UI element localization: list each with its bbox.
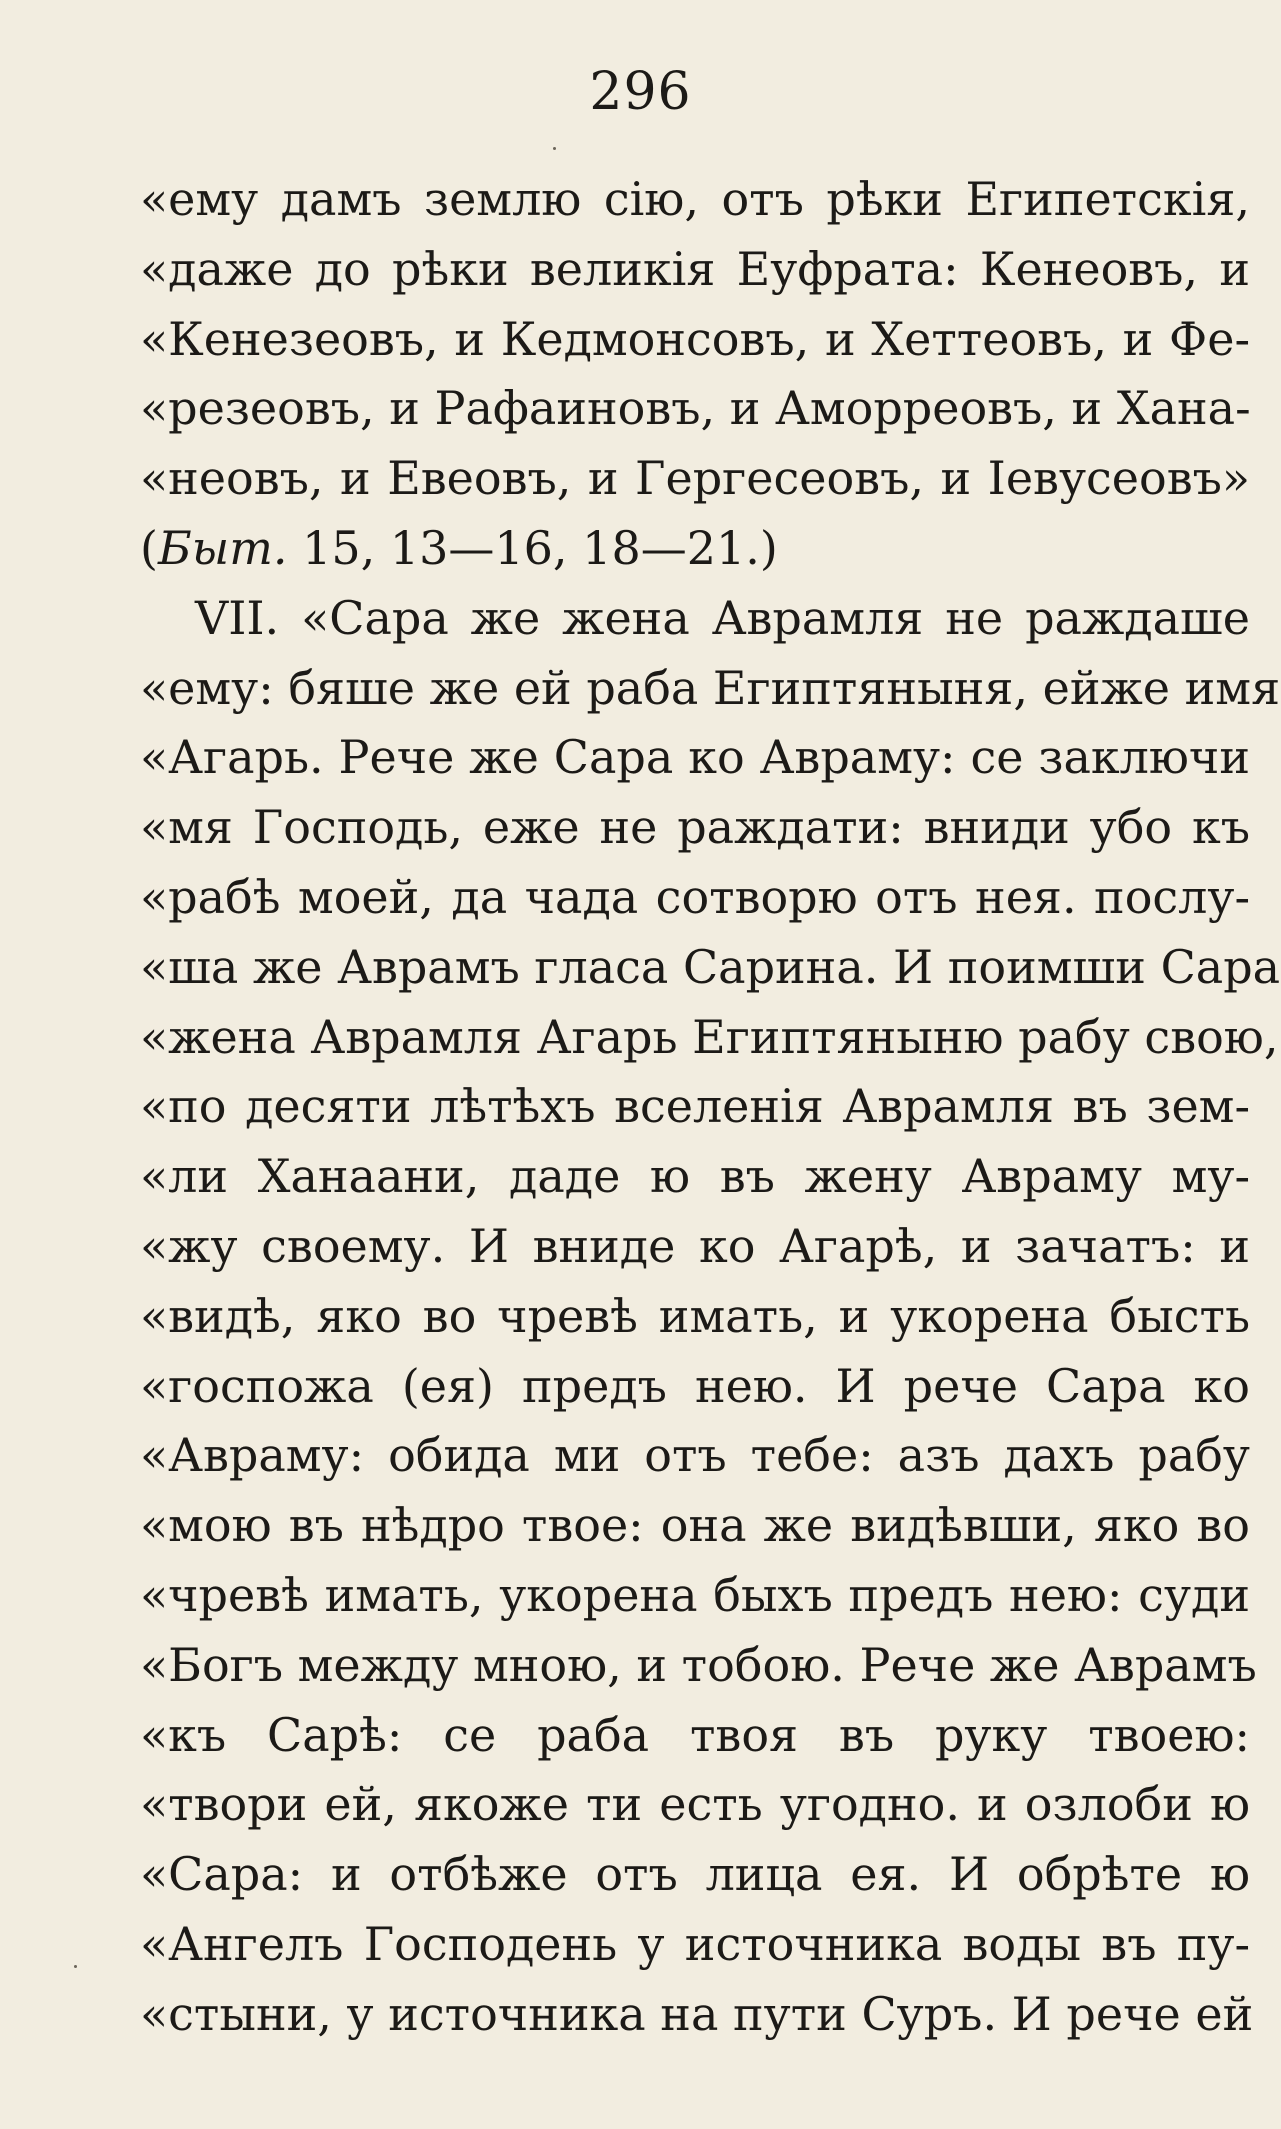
text-line: «къ Сарѣ: се раба твоя въ руку твоею:: [140, 1707, 1250, 1762]
paper-speck: [74, 1965, 77, 1968]
text-line: «видѣ, яко во чревѣ имать, и укорена бысть: [140, 1288, 1250, 1343]
page-body-text: [140, 165, 1281, 2050]
text-line: «мою въ нѣдро твое: она же видѣвши, яко во: [140, 1498, 1250, 1553]
text-line: «даже до рѣки великія Еуфрата: Кенеовъ, и: [140, 241, 1250, 296]
text-line: «ему: бяше же ей раба Египтяныня, ейже имя: [140, 660, 1281, 715]
text-line: «неовъ, и Евеовъ, и Гергесеовъ, и Іевусеовъ»: [140, 451, 1250, 506]
text-line: «резеовъ, и Рафаиновъ, и Аморреовъ, и Хана-: [140, 381, 1251, 436]
text-line: «рабѣ моей, да чада сотворю отъ нея. послу-: [140, 869, 1250, 924]
text-line: «Авраму: обида ми отъ тебе: азъ дахъ рабу: [140, 1428, 1250, 1483]
text-line: «ша же Аврамъ гласа Сарина. И поимши Сара: [140, 939, 1281, 994]
text-line: «стыни, у источника на пути Суръ. И рече ей: [140, 1986, 1254, 2041]
paper-speck: [553, 147, 556, 150]
citation-refs: 15, 13—16, 18—21.: [287, 520, 760, 575]
text-line: «Сара: и отбѣже отъ лица ея. И обрѣте ю: [140, 1847, 1250, 1902]
text-line: «Кенезеовъ, и Кедмонсовъ, и Хеттеовъ, и Фе-: [140, 311, 1250, 366]
citation-open: (: [140, 520, 158, 575]
text-line: «госпожа (ея) предъ нею. И рече Сара ко: [140, 1358, 1250, 1413]
paragraph-start-line: VII. «Сара же жена Аврамля не раждаше: [195, 590, 1250, 645]
text-line: «Агарь. Рече же Сара ко Авраму: се заключи: [140, 730, 1250, 785]
page-number: 296: [589, 62, 692, 122]
citation-line: [140, 514, 1250, 584]
text-line: «Богъ между мною, и тобою. Рече же Аврамъ: [140, 1637, 1257, 1692]
citation-close: ): [759, 520, 778, 575]
text-line: «ему дамъ землю сію, отъ рѣки Египетскія,: [140, 172, 1250, 226]
citation-book: Быт.: [157, 520, 288, 575]
text-line: «чревѣ имать, укорена быхъ предъ нею: суди: [140, 1567, 1250, 1622]
text-line: «твори ей, якоже ти есть угодно. и озлоби ю: [140, 1777, 1250, 1832]
text-line: «жу своему. И вниде ко Агарѣ, и зачатъ: и: [140, 1218, 1250, 1273]
text-line: «ли Ханаани, даде ю въ жену Авраму му-: [140, 1149, 1250, 1204]
text-line: «по десяти лѣтѣхъ вселенія Аврамля въ зем-: [140, 1079, 1250, 1134]
text-line: «мя Господь, еже не раждати: вниди убо къ: [140, 800, 1250, 855]
text-line: «жена Аврамля Агарь Египтяныню рабу свою,: [140, 1009, 1279, 1064]
text-line: «Ангелъ Господень у источника воды въ пу-: [140, 1916, 1250, 1971]
